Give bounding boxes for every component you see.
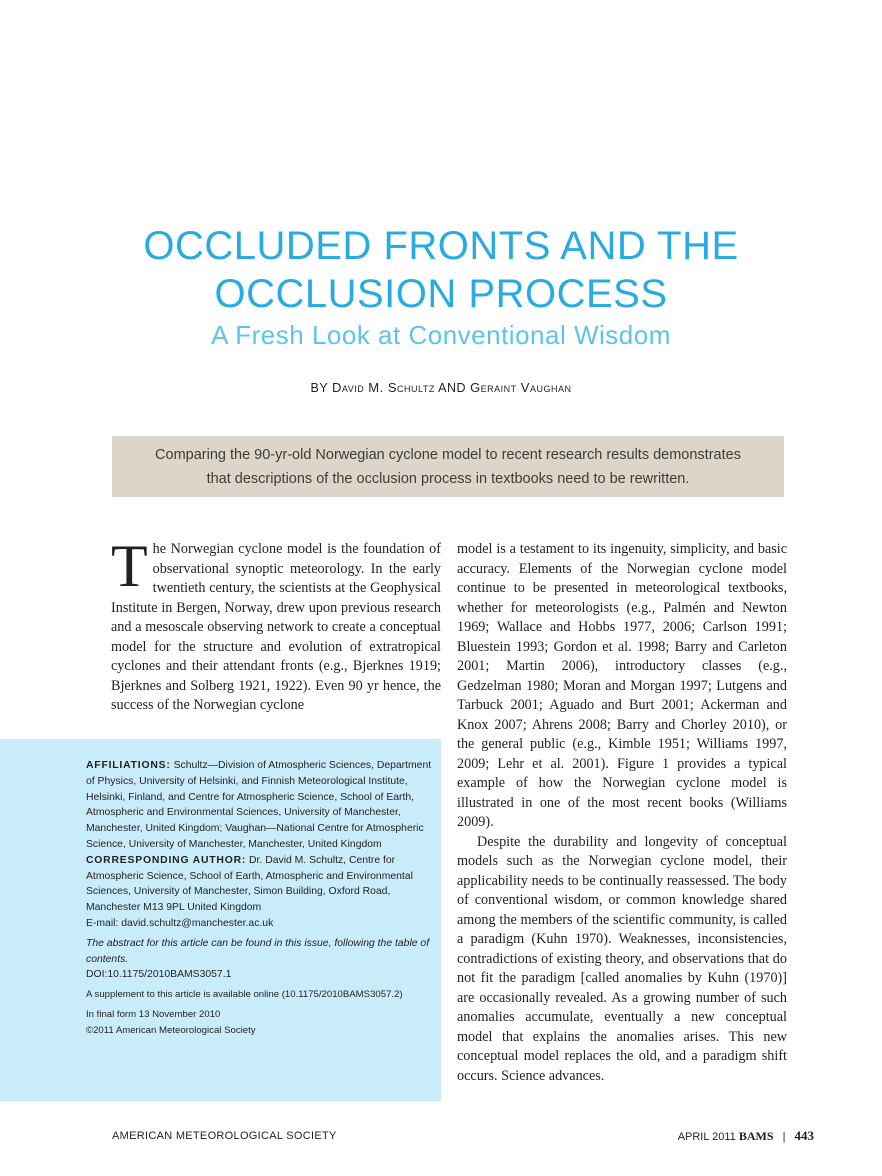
supplement-note: A supplement to this article is available online (10.1175/2010BAMS3057.2) [86, 989, 403, 1001]
page-number: 443 [794, 1128, 814, 1143]
affiliations-label: AFFILIATIONS: [86, 760, 171, 771]
footer-society: AMERICAN METEOROLOGICAL SOCIETY [112, 1130, 337, 1142]
subtitle: A Fresh Look at Conventional Wisdom [211, 320, 671, 350]
corresponding-author-label: CORRESPONDING AUTHOR: [86, 854, 247, 866]
affiliations-box [0, 739, 441, 1101]
body-paragraph-2: model is a testament to its ingenuity, simplicity, and basic accuracy. Elements of the Norwegian cyclone model continue to be presented in meteorological textbooks, whether for meteorologists (e.g., Palmén and Newton 1969; Wallace and Hobbs 1977, 2006; Carlson 1991; Bluestein 1993; Gordon et al. 1998; Barry and Carleton 2001; Martin 2006), introductory classes (e.g., Gedzelman 1980; Moran and Morgan 1997; Lutgens and Tarbuck 2001; Aguado and Burt 2001; Ackerman and Knox 2007; Ahrens 2008; Barry and Chorley 2010), or the general public (e.g., Kimble 1951; Williams 1997, 2009; Lehr et al. 2001). Figure 1 provides a typical example of how the Norwegian cyclone model is illustrated in one of the most recent books (Williams 2009). [457, 541, 787, 830]
author-2: Geraint Vaughan [470, 380, 572, 395]
email: E-mail: david.schultz@manchester.ac.uk [86, 917, 274, 929]
footer-page-info [678, 1128, 814, 1144]
body-column-right [457, 540, 787, 1086]
corresponding-author [86, 853, 433, 916]
footer-separator: | [782, 1131, 786, 1143]
byline-by: BY [310, 381, 328, 395]
final-form: In final form 13 November 2010 [86, 1008, 221, 1020]
affiliations [86, 758, 433, 853]
drop-cap: T [111, 533, 148, 599]
footer-journal: BAMS [738, 1129, 774, 1143]
byline-and: AND [438, 381, 467, 395]
affiliations-text: Schultz—Division of Atmospheric Sciences, Department of Physics, University of Helsinki, and Finnish Meteorological Institute, Helsinki, Finland, and Centre for Atmospheric Science, School of Earth, Atmospheric and Environmental Sciences, University of Manchester, Manchester, United Kingdom; Vaughan—National Centre for Atmospheric Science, University of Manchester, Manchester, United Kingdom [86, 760, 432, 850]
abstract-line-2: that descriptions of the occlusion process in textbooks need to be rewritten. [206, 471, 690, 487]
byline [0, 380, 882, 395]
abstract-box [112, 436, 784, 497]
title-line-1: OCCLUDED FRONTS AND THE [143, 224, 739, 268]
abstract-note: The abstract for this article can be found in this issue, following the table of contents. [86, 937, 430, 965]
doi: DOI:10.1175/2010BAMS3057.1 [86, 969, 232, 981]
abstract-line-1: Comparing the 90-yr-old Norwegian cyclone model to recent research results demonstrates [155, 447, 741, 463]
title-line-2: OCCLUSION PROCESS [214, 272, 668, 316]
author-1: David M. Schultz [331, 380, 435, 395]
body-paragraph-1 [111, 533, 441, 716]
body-paragraph-3: Despite the durability and longevity of conceptual models such as the Norwegian cyclone model, their applicability needs to be continually reassessed. The body of conventional wisdom, or common knowledge shared among the members of the scientific community, is called a paradigm (Kuhn 1970). Weaknesses, inconsistencies, contradictions of existing theory, and observations that do not fit the paradigm [called anomalies by Kuhn (1970)] are occasionally revealed. As a growing number of such anomalies accumulate, eventually a new conceptual model that explains the anomalies arises. This new conceptual model replaces the old, and a paradigm shift occurs. Science advances. [457, 833, 787, 1084]
body-column-left [111, 533, 441, 716]
corresponding-author-text: Dr. David M. Schultz, Centre for Atmospheric Science, School of Earth, Atmospheric and Environmental Sciences, University of Manchester, Simon Building, Oxford Road, Manchester M13 9PL United Kingdom [86, 854, 413, 914]
copyright: ©2011 American Meteorological Society [86, 1024, 256, 1036]
body-left-text: he Norwegian cyclone model is the foundation of observational synoptic meteorology. In the early twentieth century, the scientists at the Geophysical Institute in Bergen, Norway, drew upon previous research and a mesoscale observing network to create a conceptual model for the structure and evolution of extratropical cyclones and their attendant fronts (e.g., Bjerknes 1919; Bjerknes and Solberg 1921, 1922). Even 90 yr hence, the success of the Norwegian cyclone [111, 541, 441, 713]
footer-date: APRIL 2011 [677, 1131, 736, 1143]
